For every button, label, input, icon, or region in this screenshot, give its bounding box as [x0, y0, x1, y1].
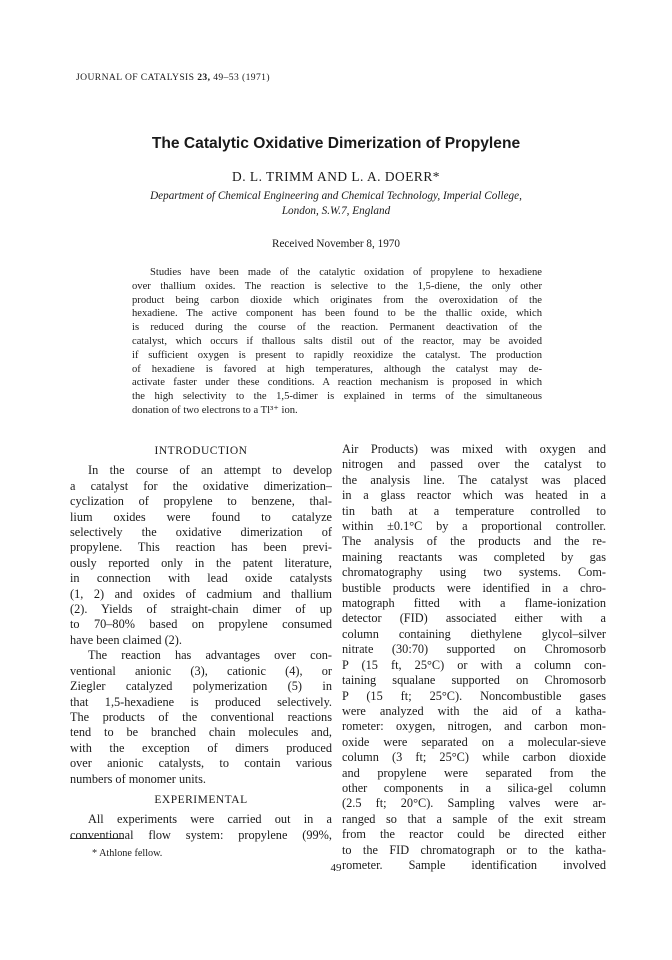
body-line: P (15 ft, 25°C) or with a column con-	[342, 657, 606, 672]
footnote: * Athlone fellow.	[92, 848, 163, 859]
introduction-heading: INTRODUCTION	[154, 445, 248, 457]
body-line: selectively the oxidative dimerization of	[70, 525, 332, 540]
abstract-line: catalyst, which occurs if thallous salts distil out of the reactor, may be avoided	[132, 335, 542, 347]
body-line: In the course of an attempt to develop	[88, 463, 332, 478]
abstract-line: product being carbon dioxide which originates from the overoxidation of the	[132, 294, 542, 306]
abstract-line: hexadiene. The active component has been found to be the thallic oxide, which	[132, 308, 542, 320]
body-line: The reaction has advantages over con-	[88, 648, 332, 663]
body-line: column (3 ft; 25°C) while carbon dioxide	[342, 750, 606, 765]
body-line: (2). Yields of straight-chain dimer of up	[70, 602, 332, 617]
abstract	[132, 266, 542, 418]
body-line: other components in a silica-gel column	[342, 780, 606, 795]
abstract-line: Studies have been made of the catalytic oxidation of propylene to hexadiene	[150, 267, 542, 278]
body-line: Air Products) was mixed with oxygen and	[342, 442, 606, 456]
affiliation	[0, 189, 672, 218]
body-line: in connection with lead oxide catalysts	[70, 571, 332, 586]
body-line: nitrogen and passed over the catalyst to	[342, 457, 606, 472]
body-line: All experiments were carried out in a	[88, 812, 332, 827]
intro-paragraph-2	[70, 648, 332, 787]
body-line: propylene. This reaction has been previ-	[70, 540, 332, 555]
body-line: maining reactants was completed by gas	[342, 549, 606, 564]
received-date: Received November 8, 1970	[272, 238, 400, 250]
body-line: (1, 2) and oxides of cadmium and thallium	[70, 586, 332, 601]
body-line: from the reactor could be directed either	[342, 827, 606, 842]
abstract-line: is reduced during the course of the reaction. Permanent deactivation of the	[132, 322, 542, 334]
body-line: P (15 ft; 25°C). Noncombustible gases	[342, 688, 606, 703]
body-line: The analysis of the products and the re-	[342, 534, 606, 549]
body-line: matograph fitted with a flame-ionization	[342, 596, 606, 611]
body-line: conventional flow system: propylene (99%,	[70, 827, 332, 842]
footnote-rule	[70, 838, 124, 839]
body-line: tend to be branched chain molecules and,	[70, 725, 332, 740]
body-line: ously reported only in the patent literature,	[70, 555, 332, 570]
affiliation-line-1: Department of Chemical Engineering and Chemical Technology, Imperial College,	[150, 190, 522, 202]
body-line: ventional anionic (3), cationic (4), or	[70, 663, 332, 678]
body-line: lium oxides were found to catalyze	[70, 509, 332, 524]
journal-header	[76, 72, 270, 83]
body-line: have been claimed (2).	[70, 632, 182, 647]
body-line: (2.5 ft; 20°C). Sampling valves were ar-	[342, 796, 606, 811]
journal-pages: 49–53 (1971)	[213, 72, 270, 83]
body-line: a catalyst for the oxidative dimerization–	[70, 478, 332, 493]
body-line: in a glass reactor which was heated in a	[342, 488, 606, 503]
body-line: were analyzed with the aid of a katha-	[342, 703, 606, 718]
body-line: with the exception of dimers produced	[70, 740, 332, 755]
body-line: numbers of monomer units.	[70, 771, 206, 786]
abstract-line: over thallium oxides. The reaction is selective to the 1,5-diene, the only other	[132, 280, 542, 292]
body-line: over anionic catalysts, to contain various	[70, 756, 332, 771]
experimental-heading: EXPERIMENTAL	[154, 793, 248, 806]
body-line: chromatography using two systems. Com-	[342, 565, 606, 580]
page-number: 49	[330, 862, 342, 874]
body-line: to the FID chromatograph or to the katha-	[342, 842, 606, 857]
body-line: rometer: oxygen, nitrogen, and carbon mon-	[342, 719, 606, 734]
body-line: tin bath at a temperature controlled to	[342, 503, 606, 518]
left-column	[70, 442, 332, 843]
body-line: taining squalane supported on Chromosorb	[342, 673, 606, 688]
abstract-line: of hexadiene is favored at high temperatures, although the catalyst may de-	[132, 363, 542, 375]
body-line: within ±0.1°C by a proportional controller.	[342, 519, 606, 534]
journal-name: JOURNAL OF CATALYSIS	[76, 72, 195, 83]
journal-volume: 23,	[197, 72, 211, 83]
body-line: ranged so that a sample of the exit stream	[342, 811, 606, 826]
body-line: and propylene were separated from the	[342, 765, 606, 780]
body-line: column containing diethylene glycol–silver	[342, 626, 606, 641]
body-line: rometer. Sample identification involved	[342, 857, 606, 872]
body-line: Ziegler catalyzed polymerization (5) in	[70, 679, 332, 694]
abstract-line: the high selectivity to the 1,5-dimer is explained in terms of the simultaneous	[132, 391, 542, 403]
body-line: the analysis line. The catalyst was placed	[342, 472, 606, 487]
body-line: detector (FID) associated either with a	[342, 611, 606, 626]
abstract-line: if sufficient oxygen is present to rapidly reoxidize the catalyst. The production	[132, 349, 542, 361]
body-line: nitrate (30:70) supported on Chromosorb	[342, 642, 606, 657]
body-line: to 70–80% based on propylene consumed	[70, 617, 332, 632]
paper-title: The Catalytic Oxidative Dimerization of Propylene	[151, 135, 521, 152]
affiliation-line-2: London, S.W.7, England	[281, 204, 391, 217]
abstract-line: activate faster under these conditions. A reaction mechanism is proposed in which	[132, 377, 542, 389]
body-line: oxide were separated on a molecular-sieve	[342, 734, 606, 749]
body-line: cyclization of propylene to benzene, thal-	[70, 494, 332, 509]
paper-authors: D. L. TRIMM AND L. A. DOERR*	[232, 169, 440, 184]
body-line: that 1,5-hexadiene is produced selectively.	[70, 694, 332, 709]
body-line: bustible products were identified in a chro-	[342, 580, 606, 595]
intro-paragraph-1	[70, 463, 332, 648]
abstract-line: donation of two electrons to a Tl³⁺ ion.	[132, 404, 298, 416]
right-column	[342, 442, 606, 873]
body-line: The products of the conventional reactions	[70, 709, 332, 724]
